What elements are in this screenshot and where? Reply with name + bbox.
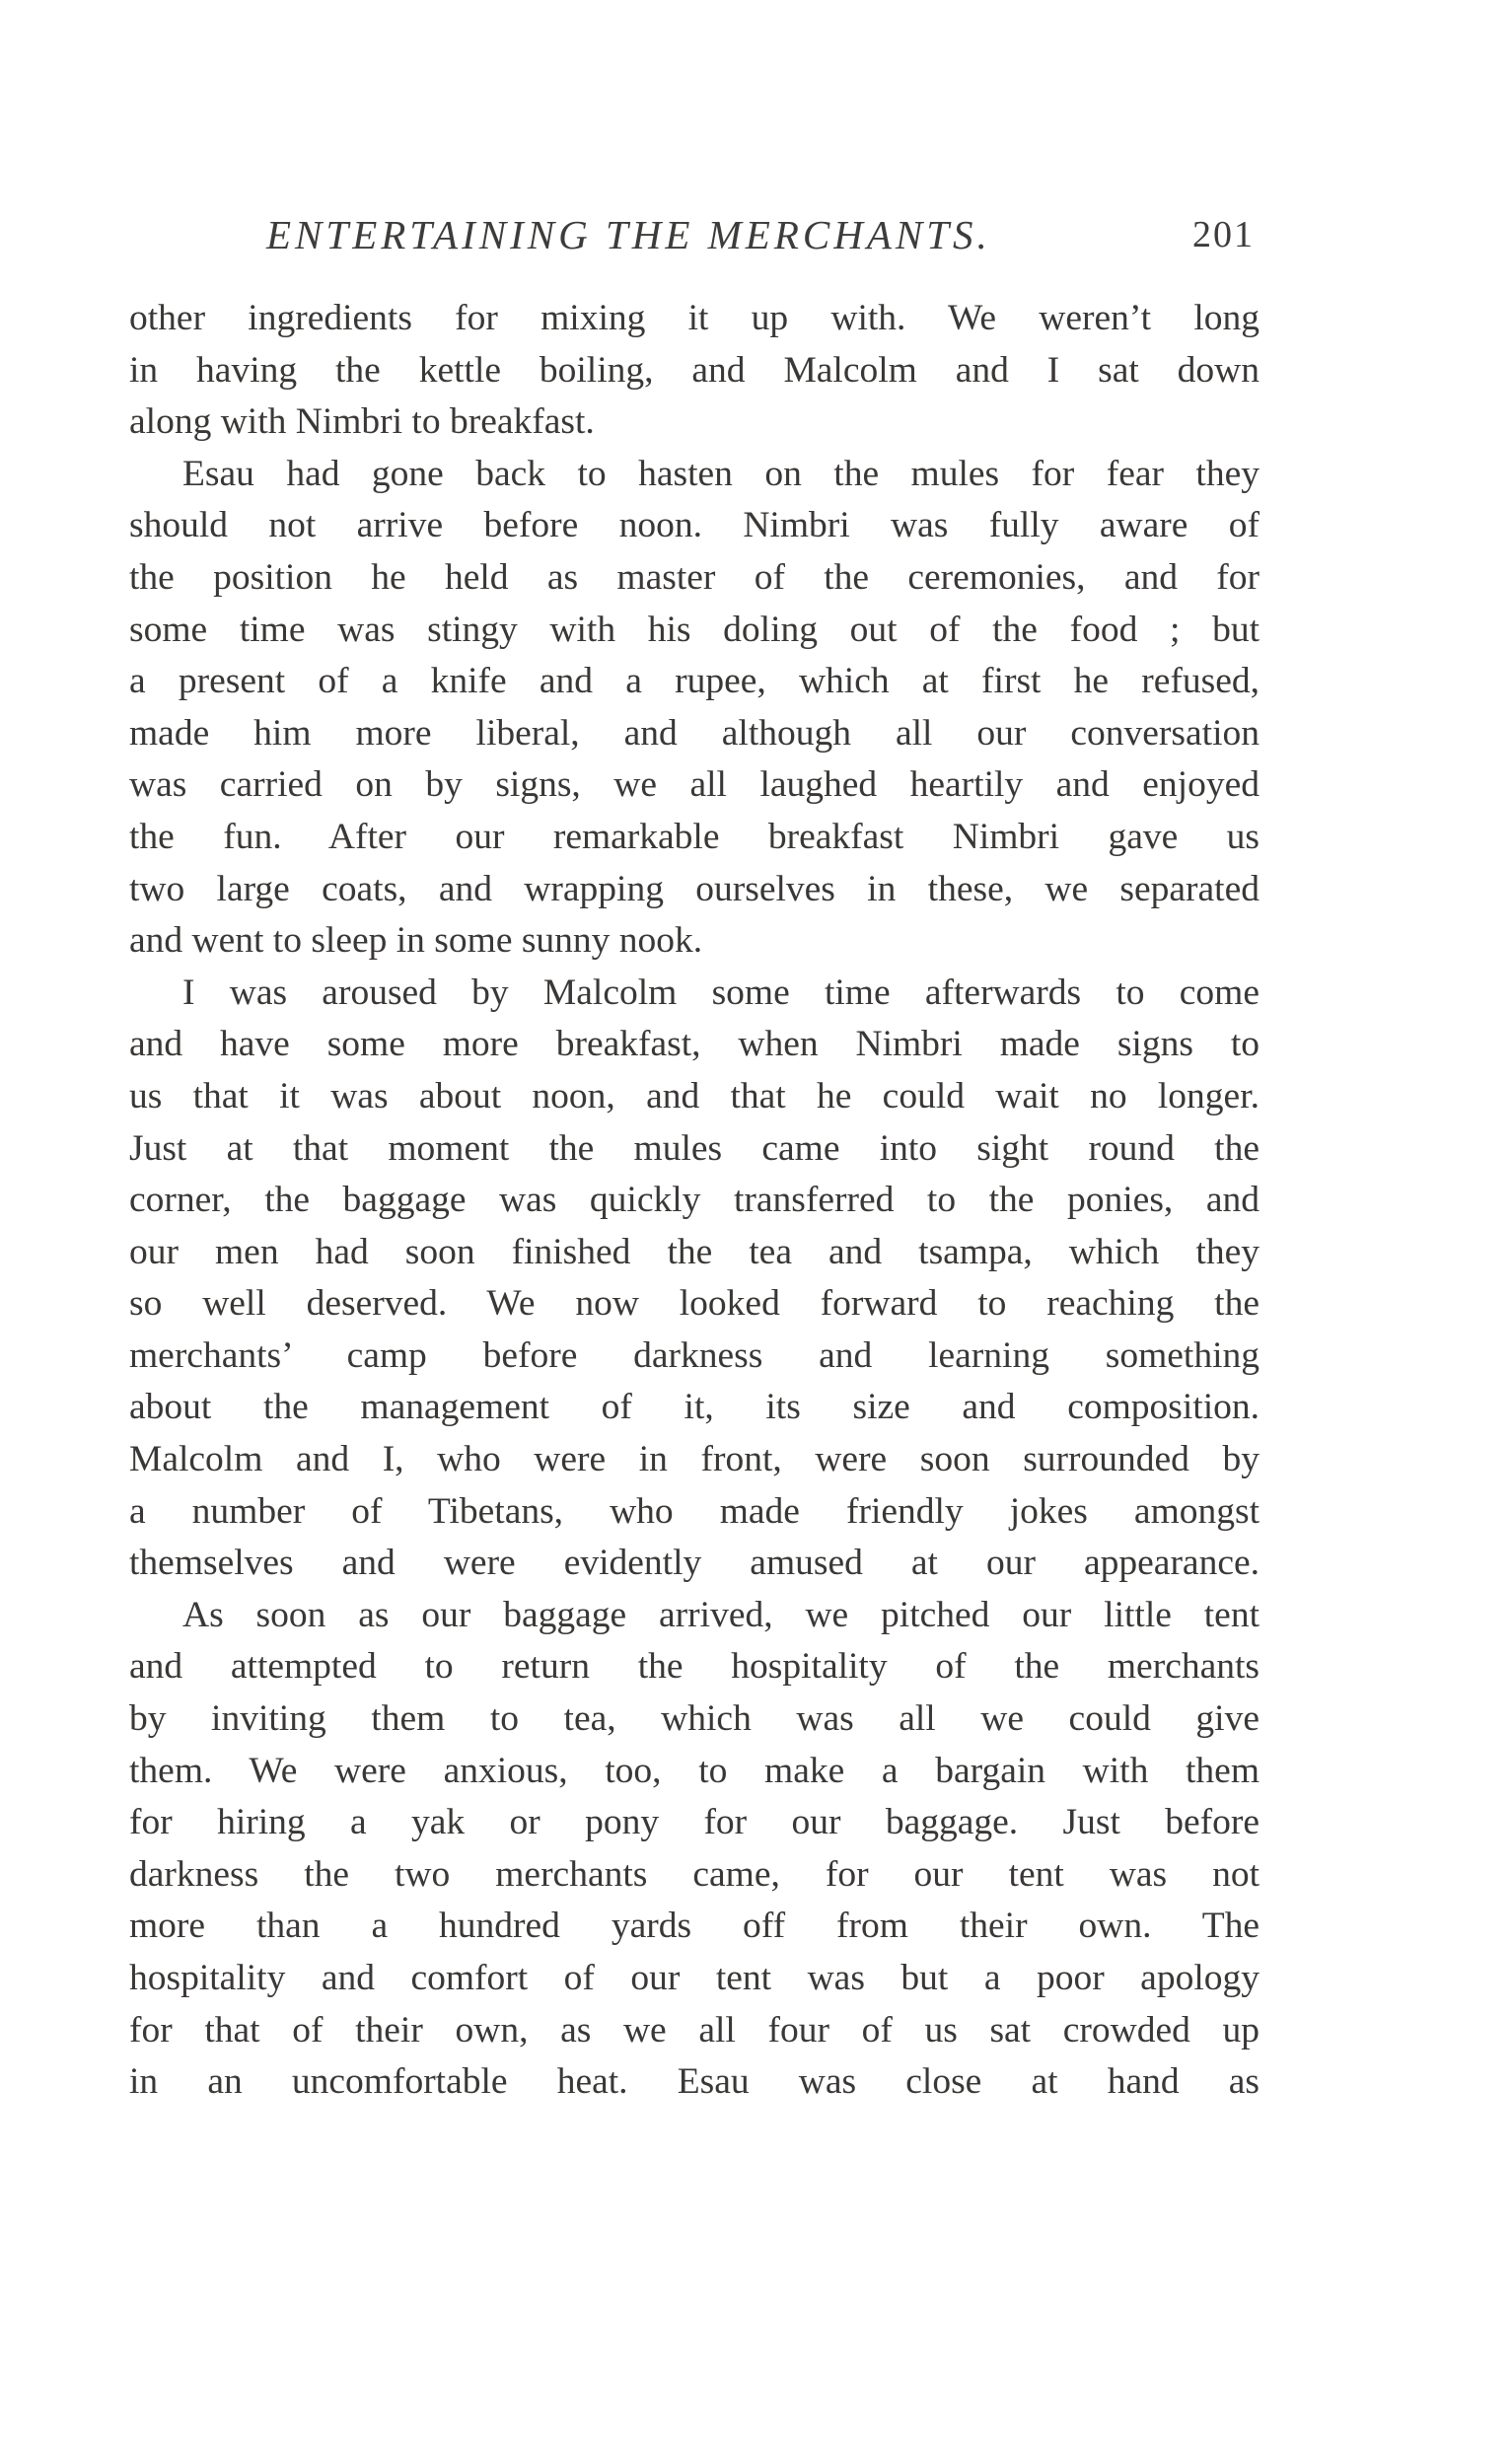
text-line: and attempted to return the hospitality of the merchants [129, 1646, 1260, 1688]
text-line: in having the kettle boiling, and Malcolm and I sat down [129, 349, 1260, 391]
text-line: merchants’ camp before darkness and learning something [129, 1334, 1260, 1376]
text-line: should not arrive before noon. Nimbri was fully aware of [129, 505, 1260, 546]
text-line: the position he held as master of the ceremonies, and for [129, 556, 1260, 598]
text-line: Esau had gone back to hasten on the mules for fear they [182, 453, 1260, 494]
text-line: us that it was about noon, and that he could wait no longer. [129, 1075, 1260, 1116]
text-line: darkness the two merchants came, for our tent was not [129, 1853, 1260, 1895]
text-line: for that of their own, as we all four of us sat crowded up [129, 2009, 1260, 2051]
text-line: Just at that moment the mules came into sight round the [129, 1127, 1260, 1169]
text-line: the fun. After our remarkable breakfast Nimbri gave us [129, 816, 1260, 857]
text-line: along with Nimbri to breakfast. [129, 401, 595, 443]
text-line: so well deserved. We now looked forward to reaching the [129, 1283, 1260, 1325]
text-line: by inviting them to tea, which was all we could give [129, 1698, 1260, 1740]
text-line: a present of a knife and a rupee, which at first he refused, [129, 661, 1260, 702]
paragraph [129, 1590, 1260, 2109]
text-line: other ingredients for mixing it up with. We weren’t long [129, 298, 1260, 338]
page-number: 201 [1192, 214, 1255, 255]
text-line: was carried on by signs, we all laughed heartily and enjoyed [129, 764, 1260, 806]
text-line: a number of Tibetans, who made friendly jokes amongst [129, 1490, 1260, 1532]
text-line: themselves and were evidently amused at our appearance. [129, 1543, 1260, 1584]
text-line: and have some more breakfast, when Nimbri made signs to [129, 1024, 1260, 1065]
paragraph [129, 293, 1260, 449]
text-line: and went to sleep in some sunny nook. [129, 920, 703, 962]
text-line: made him more liberal, and although all our conversation [129, 712, 1260, 754]
text-line: our men had soon finished the tea and tsampa, which they [129, 1231, 1260, 1272]
text-line: Malcolm and I, who were in front, were soon surrounded by [129, 1439, 1260, 1480]
running-head-title: ENTERTAINING THE MERCHANTS. [266, 212, 991, 257]
text-line: for hiring a yak or pony for our baggage. Just before [129, 1802, 1260, 1843]
paragraph [129, 968, 1260, 1590]
text-line: in an uncomfortable heat. Esau was close at hand as [129, 2061, 1260, 2103]
text-line: corner, the baggage was quickly transferred to the ponies, and [129, 1180, 1260, 1221]
text-line: them. We were anxious, too, to make a bargain with them [129, 1750, 1260, 1791]
text-line: about the management of it, its size and composition. [129, 1387, 1260, 1428]
text-line: I was aroused by Malcolm some time afterwards to come [182, 972, 1260, 1013]
text-line: more than a hundred yards off from their own. The [129, 1906, 1260, 1947]
body-text [129, 293, 1260, 2109]
text-line: some time was stingy with his doling out of the food ; but [129, 609, 1260, 650]
running-head [266, 211, 1253, 270]
paragraph [129, 449, 1260, 968]
text-line: hospitality and comfort of our tent was but a poor apology [129, 1958, 1260, 1998]
text-line: two large coats, and wrapping ourselves in these, we separated [129, 868, 1260, 909]
text-line: As soon as our baggage arrived, we pitched our little tent [182, 1594, 1260, 1635]
